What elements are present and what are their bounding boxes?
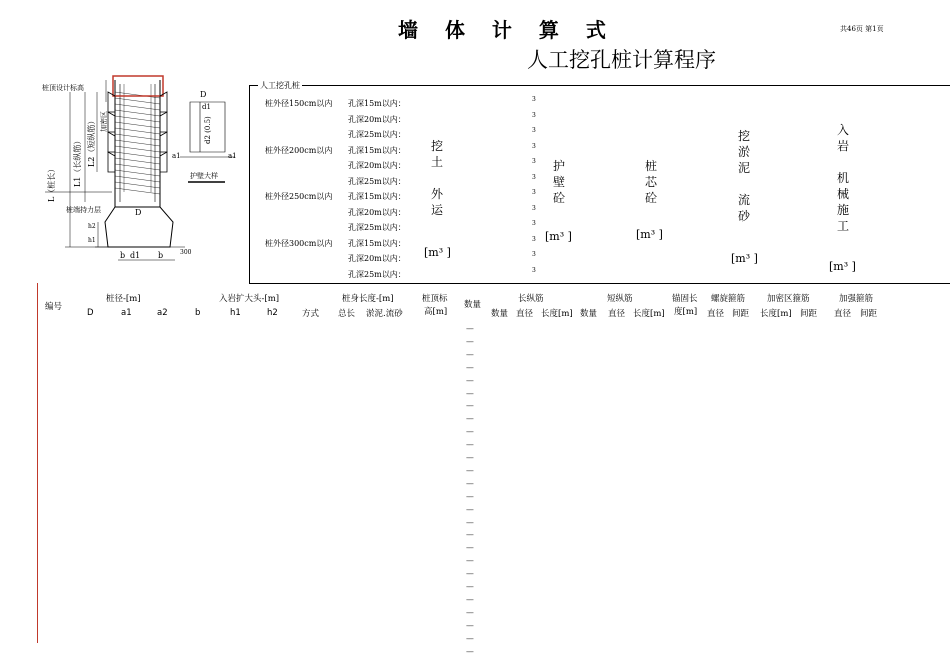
vertical-char [836, 154, 850, 170]
row-unit-mark: 3 [532, 158, 536, 165]
row-diameter-label: 桩外径300cm以内 [265, 238, 333, 248]
row-unit-mark: 3 [532, 266, 536, 274]
vertical-char: 土 [430, 155, 443, 169]
vertical-char: 护 [552, 159, 565, 173]
diagram-d1-label: d1 [130, 251, 141, 260]
diagram-rock-label: 桩端持力层 [66, 206, 101, 214]
col-wall-label [552, 158, 566, 206]
diagram-h2-label: h2 [88, 223, 96, 230]
vertical-char: 芯 [644, 175, 657, 189]
header-pile-dia: 桩径-[m] [106, 294, 141, 304]
pile-diagram [40, 72, 240, 272]
sub-long-qty: 数量 [491, 309, 509, 319]
row-unit-mark: 3 [532, 96, 536, 103]
qty-cell: ---- [466, 517, 473, 527]
sub-long-len: 长度[m] [541, 309, 573, 319]
col-core-label [644, 158, 658, 206]
qty-cell: ---- [466, 504, 473, 514]
header-long-bar: 长纵筋 [518, 294, 544, 304]
qty-cell: ---- [466, 543, 473, 553]
diagram-D2-label: D [135, 208, 142, 217]
unit-rock: [m³ ] [829, 260, 856, 273]
header-strong: 加强箍筋 [839, 294, 874, 304]
row-depth-label: 孔深15m以内： [348, 99, 406, 108]
sub-dense-len: 长度[m] [760, 309, 792, 319]
header-qty: 数量 [464, 300, 482, 310]
qty-cell: ---- [466, 336, 473, 346]
qty-cell: ---- [466, 375, 473, 385]
input-panel-legend: 人工挖孔桩 [260, 81, 300, 90]
sub-total: 总长 [338, 309, 356, 319]
row-depth-label: 孔深15m以内： [348, 145, 406, 155]
header-no: 编号 [45, 302, 63, 312]
row-diameter-label: 桩外径250cm以内 [265, 192, 333, 201]
row-diameter-label: 桩外径150cm以内 [265, 99, 333, 108]
qty-cell: ---- [466, 491, 473, 501]
page-info: 共46页 第1页 [840, 25, 884, 33]
vertical-char: 淤 [737, 145, 750, 159]
row-unit-mark: 3 [532, 127, 536, 134]
col-silt-label [737, 128, 751, 224]
vertical-char: 挖 [430, 139, 443, 153]
row-unit-mark: 3 [532, 235, 536, 243]
col-rock-label [836, 122, 850, 234]
header-spiral: 螺旋箍筋 [711, 294, 746, 304]
sub-short-dia: 直径 [608, 309, 626, 319]
qty-cell: ---- [466, 646, 473, 656]
qty-cell: ---- [466, 478, 473, 488]
vertical-char: 砂 [737, 209, 750, 223]
sub-strong-sp: 间距 [860, 309, 878, 319]
unit-excavate: [m³ ] [424, 246, 451, 259]
qty-cell: ---- [466, 607, 473, 617]
row-depth-label: 孔深20m以内： [348, 207, 406, 217]
header-anchor: 锚固长 [672, 294, 698, 304]
header-rock-head: 入岩扩大头-[m] [219, 294, 280, 304]
diagram-dense-label: 加密区 [100, 111, 108, 132]
vertical-char: 施 [836, 203, 849, 217]
sub-short-qty: 数量 [580, 309, 598, 319]
diagram-d2-label: d2 (0.5) [204, 116, 212, 144]
vertical-char: 流 [737, 193, 750, 207]
qty-cell: ---- [466, 453, 473, 462]
diagram-b-label: b [120, 251, 126, 260]
header-anchor-unit: 度[m] [674, 307, 698, 317]
row-depth-label: 孔深20m以内： [348, 254, 406, 263]
sub-spiral-dia: 直径 [707, 309, 725, 319]
sub-h1: h1 [230, 308, 241, 318]
vertical-char: 砼 [552, 191, 565, 205]
sub-D: D [87, 308, 94, 318]
row-depth-label: 孔深20m以内： [348, 114, 406, 124]
sub-spiral-sp: 间距 [732, 309, 750, 319]
sub-silt: 淤泥.流砂 [366, 309, 403, 319]
sub-long-dia: 直径 [516, 309, 534, 319]
qty-cell: ---- [466, 349, 473, 359]
row-depth-label: 孔深25m以内： [348, 269, 406, 279]
row-unit-mark: 3 [532, 142, 536, 150]
qty-cell: ---- [466, 556, 473, 566]
vertical-char [430, 170, 444, 186]
diagram-b2-label: b [158, 251, 164, 260]
row-depth-label: 孔深20m以内： [348, 161, 406, 170]
diagram-L2-label: L2（短纵筋） [87, 116, 96, 167]
diagram-D-label: D [200, 90, 207, 99]
qty-cell: ---- [466, 633, 473, 643]
header-top-elev: 桩顶标 [422, 294, 448, 304]
qty-cell: ---- [466, 388, 473, 398]
diagram-d1b-label: d1 [202, 103, 211, 111]
row-depth-label: 孔深25m以内： [348, 130, 406, 139]
row-depth-label: 孔深25m以内： [348, 176, 406, 186]
row-unit-mark: 3 [532, 251, 536, 258]
header-top-elev-unit: 高[m] [424, 307, 448, 317]
header-short-bar: 短纵筋 [607, 294, 633, 304]
qty-cell: ---- [466, 465, 473, 475]
col-excavate-label [430, 138, 444, 218]
sub-h2: h2 [267, 308, 278, 318]
qty-cell: ---- [466, 620, 473, 630]
sub-a2: a2 [157, 308, 168, 318]
qty-cell: ---- [466, 594, 473, 604]
table-left-border [37, 283, 38, 643]
qty-cell: ---- [466, 582, 473, 591]
diagram-300-label: 300 [180, 249, 192, 256]
unit-silt: [m³ ] [731, 252, 758, 265]
unit-core: [m³ ] [636, 228, 663, 241]
row-unit-mark: 3 [532, 173, 536, 181]
row-depth-label: 孔深15m以内： [348, 238, 406, 248]
vertical-char: 械 [836, 187, 849, 201]
diagram-top-label: 桩顶设计标高 [42, 84, 84, 92]
qty-cell: ---- [466, 362, 473, 372]
row-depth-label: 孔深25m以内： [348, 223, 406, 232]
sheet-title: 墙 体 计 算 式 [398, 18, 616, 42]
qty-cell: ---- [466, 324, 473, 333]
vertical-char: 岩 [836, 139, 849, 153]
vertical-char: 挖 [737, 129, 750, 143]
qty-cell: ---- [466, 427, 473, 437]
qty-cell: ---- [466, 569, 473, 579]
header-body-len: 桩身长度-[m] [342, 294, 394, 304]
diagram-a1b-label: a1 [228, 152, 237, 160]
program-title: 人工挖孔桩计算程序 [527, 48, 716, 72]
sub-b: b [195, 308, 201, 318]
unit-wall: [m³ ] [545, 230, 572, 243]
vertical-char: 机 [836, 171, 849, 185]
vertical-char: 工 [836, 219, 849, 233]
row-diameter-label: 桩外径200cm以内 [265, 145, 333, 155]
sub-a1: a1 [121, 308, 132, 318]
sub-strong-dia: 直径 [834, 309, 852, 319]
diagram-h1-label: h1 [88, 237, 96, 244]
qty-cell: ---- [466, 401, 473, 411]
sub-short-len: 长度[m] [633, 309, 665, 319]
vertical-char: 运 [430, 203, 443, 217]
diagram-detail-label: 护壁大样 [190, 172, 218, 180]
diagram-L1-label: L1（长纵筋） [73, 136, 82, 187]
vertical-char [737, 176, 751, 192]
qty-cell: ---- [466, 414, 473, 424]
vertical-char: 入 [836, 123, 849, 137]
qty-cell: ---- [466, 530, 473, 540]
vertical-char: 桩 [644, 159, 657, 173]
diagram-L-label: L（桩长） [47, 164, 56, 202]
sub-dense-sp: 间距 [800, 309, 818, 319]
vertical-char: 砼 [644, 191, 657, 205]
diagram-a1-label: a1 [172, 152, 181, 160]
row-unit-mark: 3 [532, 111, 536, 119]
row-depth-label: 孔深15m以内： [348, 192, 406, 201]
vertical-char: 壁 [552, 175, 565, 189]
sub-method: 方式 [302, 309, 320, 319]
row-unit-mark: 3 [532, 204, 536, 212]
row-unit-mark: 3 [532, 220, 536, 227]
pile-diagram-svg [40, 72, 240, 272]
row-unit-mark: 3 [532, 189, 536, 196]
vertical-char: 泥 [737, 161, 750, 175]
header-dense: 加密区箍筋 [767, 294, 810, 304]
vertical-char: 外 [430, 187, 443, 201]
qty-cell: ---- [466, 440, 473, 450]
